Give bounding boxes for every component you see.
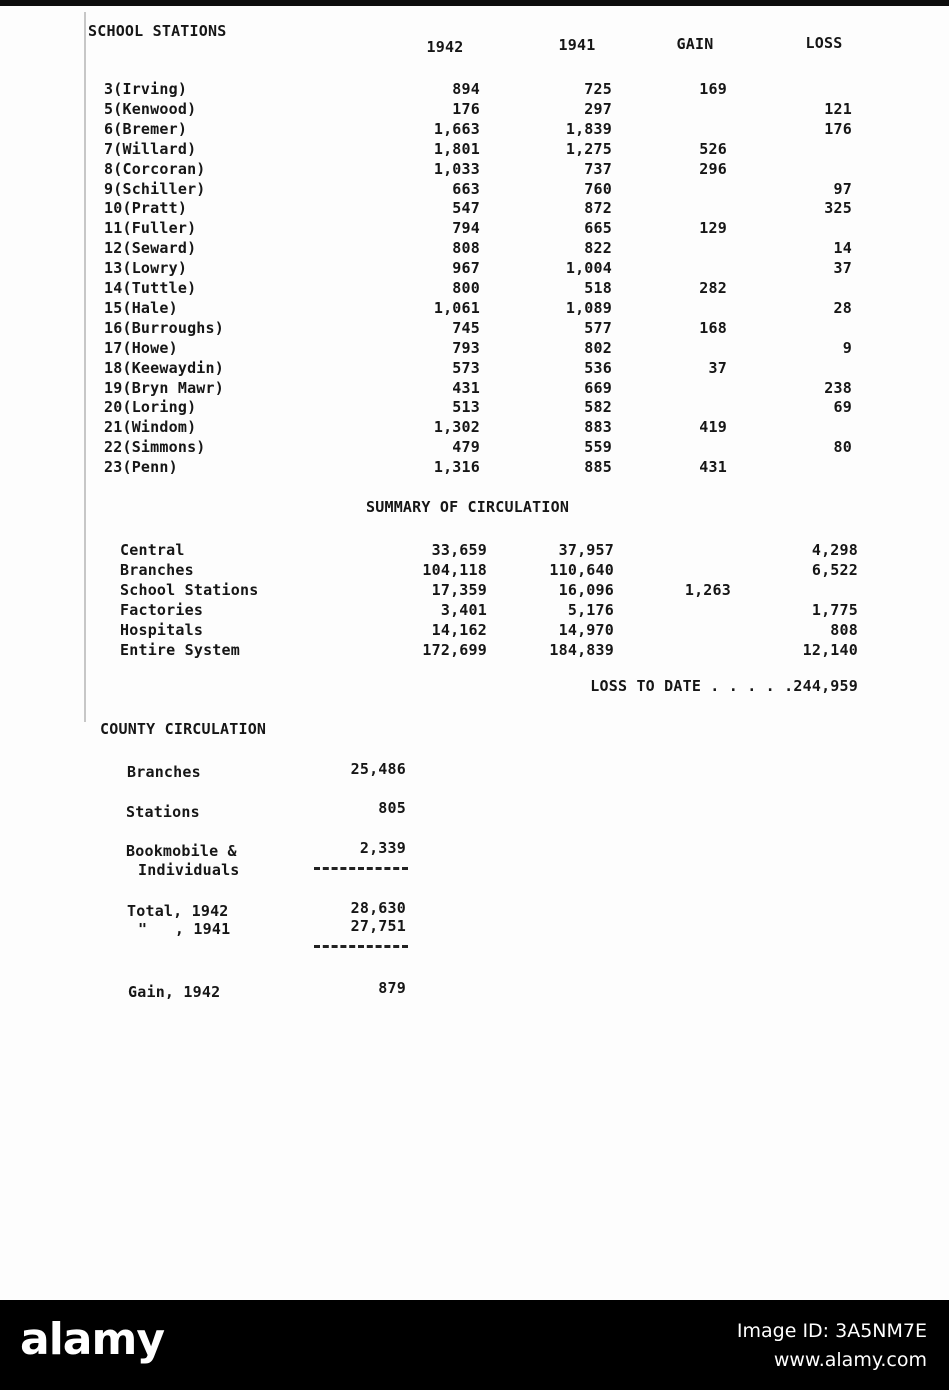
value-loss: 6,522 [811, 561, 858, 579]
row-name: Branches [120, 561, 194, 579]
alamy-logo: alamy [20, 1314, 164, 1365]
total-rule [314, 945, 408, 948]
value-1942: 800 [452, 279, 480, 297]
site-url-text: www.alamy.com [773, 1349, 927, 1371]
value-loss: 4,298 [811, 541, 858, 559]
row-name: 19(Bryn Mawr) [104, 378, 224, 397]
county-gain-value: 879 [378, 979, 406, 997]
row-name: Hospitals [120, 621, 204, 639]
value-1941: 536 [584, 358, 612, 377]
value-loss: 1,775 [811, 601, 858, 619]
county-stations-label: Stations [126, 803, 200, 821]
county-branches-label: Branches [127, 763, 201, 781]
row-name: 22(Simmons) [104, 438, 206, 457]
county-total-1941-value: 27,751 [350, 917, 406, 935]
row-name: 8(Corcoran) [104, 159, 206, 178]
value-1941: 1,275 [565, 139, 612, 158]
value-1941: 1,089 [565, 298, 612, 317]
county-total-1942-value: 28,630 [350, 899, 406, 917]
value-loss: 69 [833, 398, 852, 417]
value-1942: 794 [452, 219, 480, 238]
row-name: 10(Pratt) [104, 199, 188, 218]
value-1941: 37,957 [558, 541, 614, 559]
row-name: 7(Willard) [104, 139, 197, 158]
value-1941: 14,970 [558, 621, 614, 639]
value-1942: 1,316 [433, 458, 480, 477]
value-1941: 16,096 [558, 581, 614, 599]
value-1942: 172,699 [422, 641, 487, 659]
value-loss: 12,140 [802, 641, 858, 659]
value-1942: 793 [452, 338, 480, 357]
row-name: Factories [120, 601, 204, 619]
row-name: 17(Howe) [104, 338, 178, 357]
value-loss: 808 [830, 621, 858, 639]
value-1942: 33,659 [431, 541, 487, 559]
value-gain: 37 [708, 358, 727, 377]
summary-heading: SUMMARY OF CIRCULATION [366, 498, 570, 516]
value-loss: 238 [824, 378, 852, 397]
row-name: 13(Lowry) [104, 259, 188, 278]
value-1942: 573 [452, 358, 480, 377]
county-gain-label: Gain, 1942 [128, 983, 221, 1001]
row-name: 18(Keewaydin) [104, 358, 224, 377]
value-gain: 1,263 [684, 581, 731, 599]
value-1941: 110,640 [549, 561, 614, 579]
subtotal-rule [314, 867, 408, 870]
value-1942: 1,663 [433, 119, 480, 138]
value-loss: 28 [833, 298, 852, 317]
row-name: Entire System [120, 641, 240, 659]
value-loss: 325 [824, 199, 852, 218]
value-1942: 1,302 [433, 418, 480, 437]
value-1942: 967 [452, 259, 480, 278]
county-bookmobile-label: Bookmobile & [126, 842, 237, 860]
county-total-1942-label: Total, 1942 [127, 902, 229, 920]
value-1941: 577 [584, 318, 612, 337]
value-loss: 9 [842, 338, 852, 357]
county-individuals-label: Individuals [138, 861, 240, 879]
county-branches-value: 25,486 [350, 760, 406, 778]
value-1942: 1,061 [433, 298, 480, 317]
value-1941: 184,839 [549, 641, 614, 659]
row-name: 9(Schiller) [104, 179, 206, 198]
value-1941: 872 [584, 199, 612, 218]
row-name: 15(Hale) [104, 298, 178, 317]
row-name: 5(Kenwood) [104, 99, 197, 118]
watermark-footer [0, 1300, 949, 1390]
value-1942: 431 [452, 378, 480, 397]
value-1941: 883 [584, 418, 612, 437]
row-name: 6(Bremer) [104, 119, 188, 138]
value-loss: 80 [833, 438, 852, 457]
row-name: 16(Burroughs) [104, 318, 224, 337]
value-1941: 725 [584, 80, 612, 98]
value-1942: 1,033 [433, 159, 480, 178]
value-gain: 169 [699, 80, 727, 98]
value-1941: 665 [584, 219, 612, 238]
value-1941: 518 [584, 279, 612, 297]
column-header-1942: 1942 [426, 38, 464, 56]
value-1942: 104,118 [422, 561, 487, 579]
value-gain: 282 [699, 279, 727, 297]
county-stations-value: 805 [378, 799, 406, 817]
image-id-text: Image ID: 3A5NM7E [736, 1320, 927, 1342]
value-1942: 479 [452, 438, 480, 457]
county-heading: COUNTY CIRCULATION [100, 720, 267, 738]
loss-to-date: LOSS TO DATE . . . . .244,959 [590, 677, 858, 695]
value-gain: 129 [699, 219, 727, 238]
column-header-1941: 1941 [558, 36, 596, 54]
value-loss: 97 [833, 179, 852, 198]
row-name: 23(Penn) [104, 458, 178, 477]
value-loss: 176 [824, 119, 852, 138]
column-header-gain: GAIN [676, 35, 714, 53]
row-name: School Stations [120, 581, 259, 599]
value-1941: 1,004 [565, 259, 612, 278]
county-bookmobile-value: 2,339 [359, 839, 406, 857]
row-name: 20(Loring) [104, 398, 197, 417]
county-total-1941-label: " , 1941 [138, 920, 231, 938]
value-1942: 547 [452, 199, 480, 218]
value-loss: 14 [833, 239, 852, 258]
value-1941: 297 [584, 99, 612, 118]
row-name: Central [120, 541, 185, 559]
value-1941: 669 [584, 378, 612, 397]
value-gain: 431 [699, 458, 727, 477]
value-1942: 14,162 [431, 621, 487, 639]
value-1941: 802 [584, 338, 612, 357]
value-1941: 822 [584, 239, 612, 258]
value-gain: 419 [699, 418, 727, 437]
value-1942: 3,401 [440, 601, 487, 619]
value-1942: 513 [452, 398, 480, 417]
value-1942: 17,359 [431, 581, 487, 599]
row-name: 21(Windom) [104, 418, 197, 437]
row-name: 12(Seward) [104, 239, 197, 258]
value-1942: 663 [452, 179, 480, 198]
value-1941: 737 [584, 159, 612, 178]
margin-line [84, 12, 86, 722]
value-1941: 760 [584, 179, 612, 198]
value-1942: 808 [452, 239, 480, 258]
value-1942: 745 [452, 318, 480, 337]
value-1941: 5,176 [567, 601, 614, 619]
value-1941: 559 [584, 438, 612, 457]
column-header-loss: LOSS [805, 34, 843, 52]
value-loss: 121 [824, 99, 852, 118]
value-gain: 168 [699, 318, 727, 337]
value-gain: 296 [699, 159, 727, 178]
value-1941: 885 [584, 458, 612, 477]
row-name: 3(Irving) [104, 80, 188, 98]
school-stations-heading: SCHOOL STATIONS [88, 22, 227, 40]
value-1942: 894 [452, 80, 480, 98]
value-gain: 526 [699, 139, 727, 158]
value-1942: 1,801 [433, 139, 480, 158]
value-1942: 176 [452, 99, 480, 118]
value-1941: 582 [584, 398, 612, 417]
value-loss: 37 [833, 259, 852, 278]
row-name: 11(Fuller) [104, 219, 197, 238]
value-1941: 1,839 [565, 119, 612, 138]
row-name: 14(Tuttle) [104, 279, 197, 297]
